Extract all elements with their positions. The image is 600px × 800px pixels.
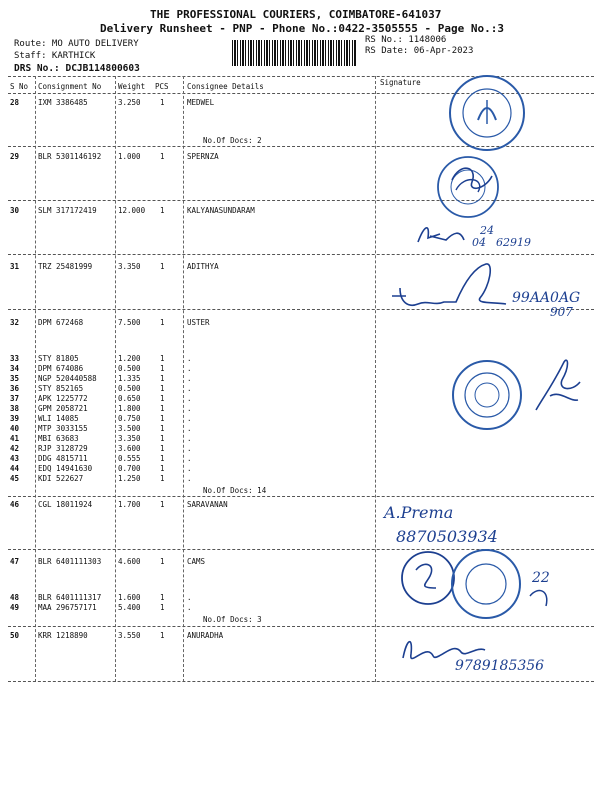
weight-cell: 0.500 <box>118 384 141 393</box>
consignee-cell: CAMS <box>187 557 206 566</box>
pcs-cell: 1 <box>160 384 165 393</box>
weight-cell: 3.500 <box>118 424 141 433</box>
sno-cell: 38 <box>10 404 20 413</box>
sno-cell: 41 <box>10 434 20 443</box>
weight-cell: 1.250 <box>118 474 141 483</box>
weight-cell: 1.200 <box>118 354 141 363</box>
col-header-pcs: PCS <box>155 82 169 91</box>
pcs-cell: 1 <box>160 354 165 363</box>
consignee-cell: . <box>187 474 192 483</box>
sno-cell: 33 <box>10 354 20 363</box>
consignee-cell: SARAVANAN <box>187 500 228 509</box>
sno-cell: 39 <box>10 414 20 423</box>
sno-cell: 43 <box>10 454 20 463</box>
consignee-cell: KALYANASUNDARAM <box>187 206 255 215</box>
col-divider <box>35 76 36 682</box>
drs-number: DRS No.: DCJB114800603 <box>14 63 140 74</box>
consignment-cell: APK 1225772 <box>38 394 88 403</box>
consignee-cell: . <box>187 603 192 612</box>
col-header-consignment: Consignment No <box>38 82 102 91</box>
consignee-cell: MEDWEL <box>187 98 215 107</box>
pcs-cell: 1 <box>160 152 165 161</box>
consignee-cell: . <box>187 364 192 373</box>
consignment-cell: CGL 18011924 <box>38 500 93 509</box>
sno-cell: 35 <box>10 374 20 383</box>
pcs-cell: 1 <box>160 593 165 602</box>
consignment-cell: SLM 317172419 <box>38 206 97 215</box>
consignee-cell: . <box>187 384 192 393</box>
weight-cell: 12.000 <box>118 206 146 215</box>
sno-cell: 45 <box>10 474 20 483</box>
weight-cell: 0.700 <box>118 464 141 473</box>
consignment-cell: DDG 4815711 <box>38 454 88 463</box>
rs-number: RS No.: 1148006 <box>365 35 447 45</box>
sno-cell: 48 <box>10 593 20 602</box>
consignee-cell: . <box>187 394 192 403</box>
pcs-cell: 1 <box>160 98 165 107</box>
consignee-cell: USTER <box>187 318 210 327</box>
consignment-cell: NGP 520440588 <box>38 374 97 383</box>
sno-cell: 40 <box>10 424 20 433</box>
col-header-sno: S No <box>10 82 29 91</box>
sno-cell: 42 <box>10 444 20 453</box>
barcode <box>232 40 357 66</box>
consignment-cell: RJP 3128729 <box>38 444 88 453</box>
svg-text:99AA0AG: 99AA0AG <box>512 290 581 306</box>
pcs-cell: 1 <box>160 557 165 566</box>
sno-cell: 37 <box>10 394 20 403</box>
signature-row30 <box>410 212 560 252</box>
consignee-cell: ADITHYA <box>187 262 219 271</box>
consignment-cell: STY 81805 <box>38 354 79 363</box>
consignment-cell: DPM 674086 <box>38 364 84 373</box>
uster-stamp <box>450 358 525 433</box>
medwel-stamp <box>440 72 540 154</box>
signature-row50 <box>395 630 575 675</box>
weight-cell: 1.000 <box>118 152 141 161</box>
consignment-cell: WLI 14085 <box>38 414 79 423</box>
runsheet-title: Delivery Runsheet - PNP - Phone No.:0422-3505555 - Page No.:3 <box>100 22 504 35</box>
weight-cell: 1.600 <box>118 593 141 602</box>
sno-cell: 31 <box>10 262 20 271</box>
row-rule <box>8 254 594 255</box>
weight-cell: 0.750 <box>118 414 141 423</box>
staff-label: Staff: KARTHICK <box>14 51 96 61</box>
sno-cell: 30 <box>10 206 20 215</box>
consignment-cell: IXM 3386485 <box>38 98 88 107</box>
row-rule <box>8 626 594 627</box>
consignee-cell: . <box>187 464 192 473</box>
pcs-cell: 1 <box>160 464 165 473</box>
svg-text:04: 04 <box>472 236 486 249</box>
svg-text:24: 24 <box>480 224 494 237</box>
consignment-cell: BLR 6401111303 <box>38 557 102 566</box>
weight-cell: 5.400 <box>118 603 141 612</box>
pcs-cell: 1 <box>160 206 165 215</box>
signature-row32 <box>530 356 585 416</box>
pcs-cell: 1 <box>160 454 165 463</box>
svg-text:62919: 62919 <box>496 236 531 249</box>
consignee-cell: . <box>187 374 192 383</box>
weight-cell: 3.600 <box>118 444 141 453</box>
col-header-signature: Signature <box>380 78 421 87</box>
weight-cell: 3.350 <box>118 262 141 271</box>
pcs-cell: 1 <box>160 434 165 443</box>
weight-cell: 1.700 <box>118 500 141 509</box>
sno-cell: 46 <box>10 500 20 509</box>
company-title: THE PROFESSIONAL COURIERS, COIMBATORE-641037 <box>150 8 442 21</box>
cams-stamp <box>446 546 566 621</box>
pcs-cell: 1 <box>160 414 165 423</box>
consignment-cell: BLR 6401111317 <box>38 593 102 602</box>
col-divider <box>375 76 376 682</box>
consignment-cell: STY 852165 <box>38 384 84 393</box>
consignee-cell: SPERNZA <box>187 152 219 161</box>
consignee-cell: . <box>187 444 192 453</box>
sno-cell: 49 <box>10 603 20 612</box>
weight-cell: 7.500 <box>118 318 141 327</box>
doc-count: No.Of Docs: 2 <box>203 136 262 145</box>
sno-cell: 32 <box>10 318 20 327</box>
consignment-cell: MTP 3033155 <box>38 424 88 433</box>
sno-cell: 47 <box>10 557 20 566</box>
consignment-cell: BLR 5301146192 <box>38 152 102 161</box>
pcs-cell: 1 <box>160 603 165 612</box>
consignment-cell: MAA 296757171 <box>38 603 97 612</box>
row-rule <box>8 681 594 682</box>
svg-text:907: 907 <box>550 305 573 318</box>
col-header-consignee: Consignee Details <box>187 82 264 91</box>
consignment-cell: KDI 522627 <box>38 474 84 483</box>
weight-cell: 4.600 <box>118 557 141 566</box>
col-header-weight: Weight <box>118 82 146 91</box>
consignment-cell: EDQ 14941630 <box>38 464 93 473</box>
pcs-cell: 1 <box>160 318 165 327</box>
consignment-cell: DPM 672468 <box>38 318 84 327</box>
sno-cell: 29 <box>10 152 20 161</box>
consignee-cell: . <box>187 434 192 443</box>
consignment-cell: MBI 63683 <box>38 434 79 443</box>
consignee-cell: ANURADHA <box>187 631 224 640</box>
route-label: Route: MO AUTO DELIVERY <box>14 39 139 49</box>
sno-cell: 50 <box>10 631 20 640</box>
weight-cell: 0.650 <box>118 394 141 403</box>
consignee-cell: . <box>187 593 192 602</box>
doc-count: No.Of Docs: 3 <box>203 615 262 624</box>
sno-cell: 44 <box>10 464 20 473</box>
weight-cell: 3.550 <box>118 631 141 640</box>
pcs-cell: 1 <box>160 364 165 373</box>
weight-cell: 3.350 <box>118 434 141 443</box>
consignee-cell: . <box>187 424 192 433</box>
sno-cell: 28 <box>10 98 20 107</box>
rs-date: RS Date: 06-Apr-2023 <box>365 46 474 56</box>
sno-cell: 36 <box>10 384 20 393</box>
weight-cell: 1.335 <box>118 374 141 383</box>
svg-text:22: 22 <box>532 570 550 586</box>
pcs-cell: 1 <box>160 404 165 413</box>
pcs-cell: 1 <box>160 262 165 271</box>
svg-text:8870503934: 8870503934 <box>396 527 498 546</box>
svg-text:9789185356: 9789185356 <box>455 658 545 674</box>
pcs-cell: 1 <box>160 424 165 433</box>
svg-text:A.Prema: A.Prema <box>384 503 454 522</box>
weight-cell: 0.500 <box>118 364 141 373</box>
consignee-cell: . <box>187 454 192 463</box>
pcs-cell: 1 <box>160 500 165 509</box>
pcs-cell: 1 <box>160 394 165 403</box>
pcs-cell: 1 <box>160 631 165 640</box>
pcs-cell: 1 <box>160 374 165 383</box>
consignee-cell: . <box>187 404 192 413</box>
doc-count: No.Of Docs: 14 <box>203 486 267 495</box>
col-divider <box>115 76 116 682</box>
consignment-cell: TRZ 25481999 <box>38 262 93 271</box>
weight-cell: 0.555 <box>118 454 141 463</box>
pcs-cell: 1 <box>160 444 165 453</box>
pcs-cell: 1 <box>160 474 165 483</box>
col-divider <box>183 76 184 682</box>
consignee-cell: . <box>187 354 192 363</box>
weight-cell: 3.250 <box>118 98 141 107</box>
consignee-cell: . <box>187 414 192 423</box>
consignment-cell: KRR 1218890 <box>38 631 88 640</box>
weight-cell: 1.800 <box>118 404 141 413</box>
signature-row31 <box>382 258 597 318</box>
sno-cell: 34 <box>10 364 20 373</box>
consignment-cell: GPM 2058721 <box>38 404 88 413</box>
signature-row46 <box>378 496 553 548</box>
